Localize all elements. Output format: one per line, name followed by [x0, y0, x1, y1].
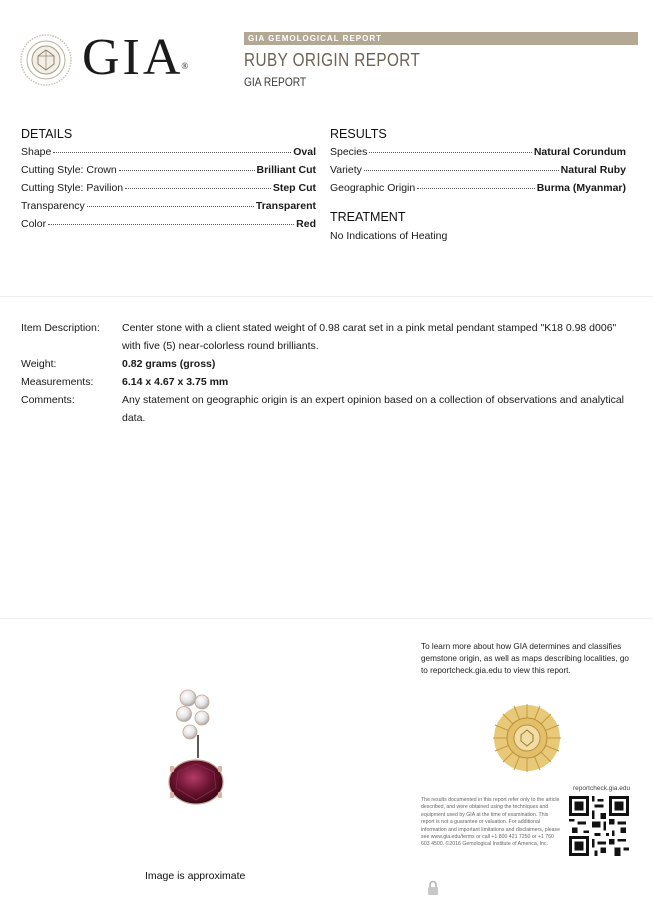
comments-label: Comments: [21, 394, 75, 406]
bottom-divider [0, 618, 653, 619]
disclaimer-text: The results documented in this report refer only to the article described, and were obtained using the techniques and equipment used by GIA at the time of examination. This report is not a guarantee or valuation. For additional information and important limitations and disclaimers, please see www.gia.edu/terms or call +1 800 421 7250 or +1 760 603 4500. ©2016 Gemological Institute of America, Inc. [421, 797, 560, 848]
gia-seal-icon [20, 34, 72, 86]
results-value: Natural Ruby [560, 164, 626, 176]
results-row-origin [330, 182, 626, 200]
details-value: Oval [293, 146, 316, 158]
details-label: Color [21, 218, 47, 230]
weight-row [21, 355, 633, 373]
section-divider [0, 296, 653, 297]
details-label: Transparency [21, 200, 85, 212]
gold-seal-icon [491, 702, 563, 774]
results-label: Geographic Origin [330, 182, 416, 194]
pendant-image [150, 680, 250, 830]
results-label: Variety [330, 164, 362, 176]
lock-icon [427, 880, 439, 896]
details-label: Cutting Style: Pavilion [21, 182, 124, 194]
treatment-heading: TREATMENT [330, 210, 406, 224]
details-value: Transparent [255, 200, 316, 212]
treatment-text: No Indications of Heating [330, 230, 448, 242]
weight-value: 0.82 grams (gross) [122, 358, 216, 370]
gia-logo: GIA® [82, 29, 192, 86]
qr-code-icon[interactable] [569, 796, 629, 856]
measurements-label: Measurements: [21, 376, 94, 388]
details-value: Red [296, 218, 316, 230]
details-row-color [21, 218, 316, 236]
details-heading: DETAILS [21, 127, 73, 141]
details-row-shape [21, 146, 316, 164]
details-row-crown [21, 164, 316, 182]
report-title: RUBY ORIGIN REPORT [244, 50, 421, 70]
details-value: Brilliant Cut [256, 164, 316, 176]
results-row-species [330, 146, 626, 164]
results-row-variety [330, 164, 626, 182]
report-subtitle: GIA REPORT [244, 75, 307, 89]
details-value: Step Cut [272, 182, 316, 194]
report-band [244, 32, 638, 45]
details-row-pavilion [21, 182, 316, 200]
results-value: Natural Corundum [533, 146, 626, 158]
details-label: Cutting Style: Crown [21, 164, 117, 176]
measurements-row [21, 373, 633, 391]
item-description-value: Center stone with a client stated weight of 0.98 carat set in a pink metal pendant stamped "K18 0.98 d006" with five (5) near-colorless round brilliants. [122, 322, 617, 352]
report-band-text: GIA GEMOLOGICAL REPORT [248, 34, 383, 43]
results-label: Species [330, 146, 368, 158]
results-heading: RESULTS [330, 127, 387, 141]
weight-label: Weight: [21, 358, 57, 370]
image-caption: Image is approximate [145, 870, 246, 882]
comments-value: Any statement on geographic origin is an expert opinion based on a collection of observations and analytical data. [122, 394, 624, 424]
item-description-row [21, 319, 633, 355]
gia-logo-text: GIA [82, 29, 184, 86]
learn-more-text: To learn more about how GIA determines and classifies gemstone origin, as well as maps describing localities, go to reportcheck.gia.edu to view this report. [421, 642, 629, 675]
details-label: Shape [21, 146, 52, 158]
comments-row [21, 391, 633, 427]
details-row-transparency [21, 200, 316, 218]
measurements-value: 6.14 x 4.67 x 3.75 mm [122, 376, 229, 388]
item-description-label: Item Description: [21, 322, 100, 334]
results-value: Burma (Myanmar) [536, 182, 626, 194]
reportcheck-url[interactable]: reportcheck.gia.edu [573, 785, 631, 792]
